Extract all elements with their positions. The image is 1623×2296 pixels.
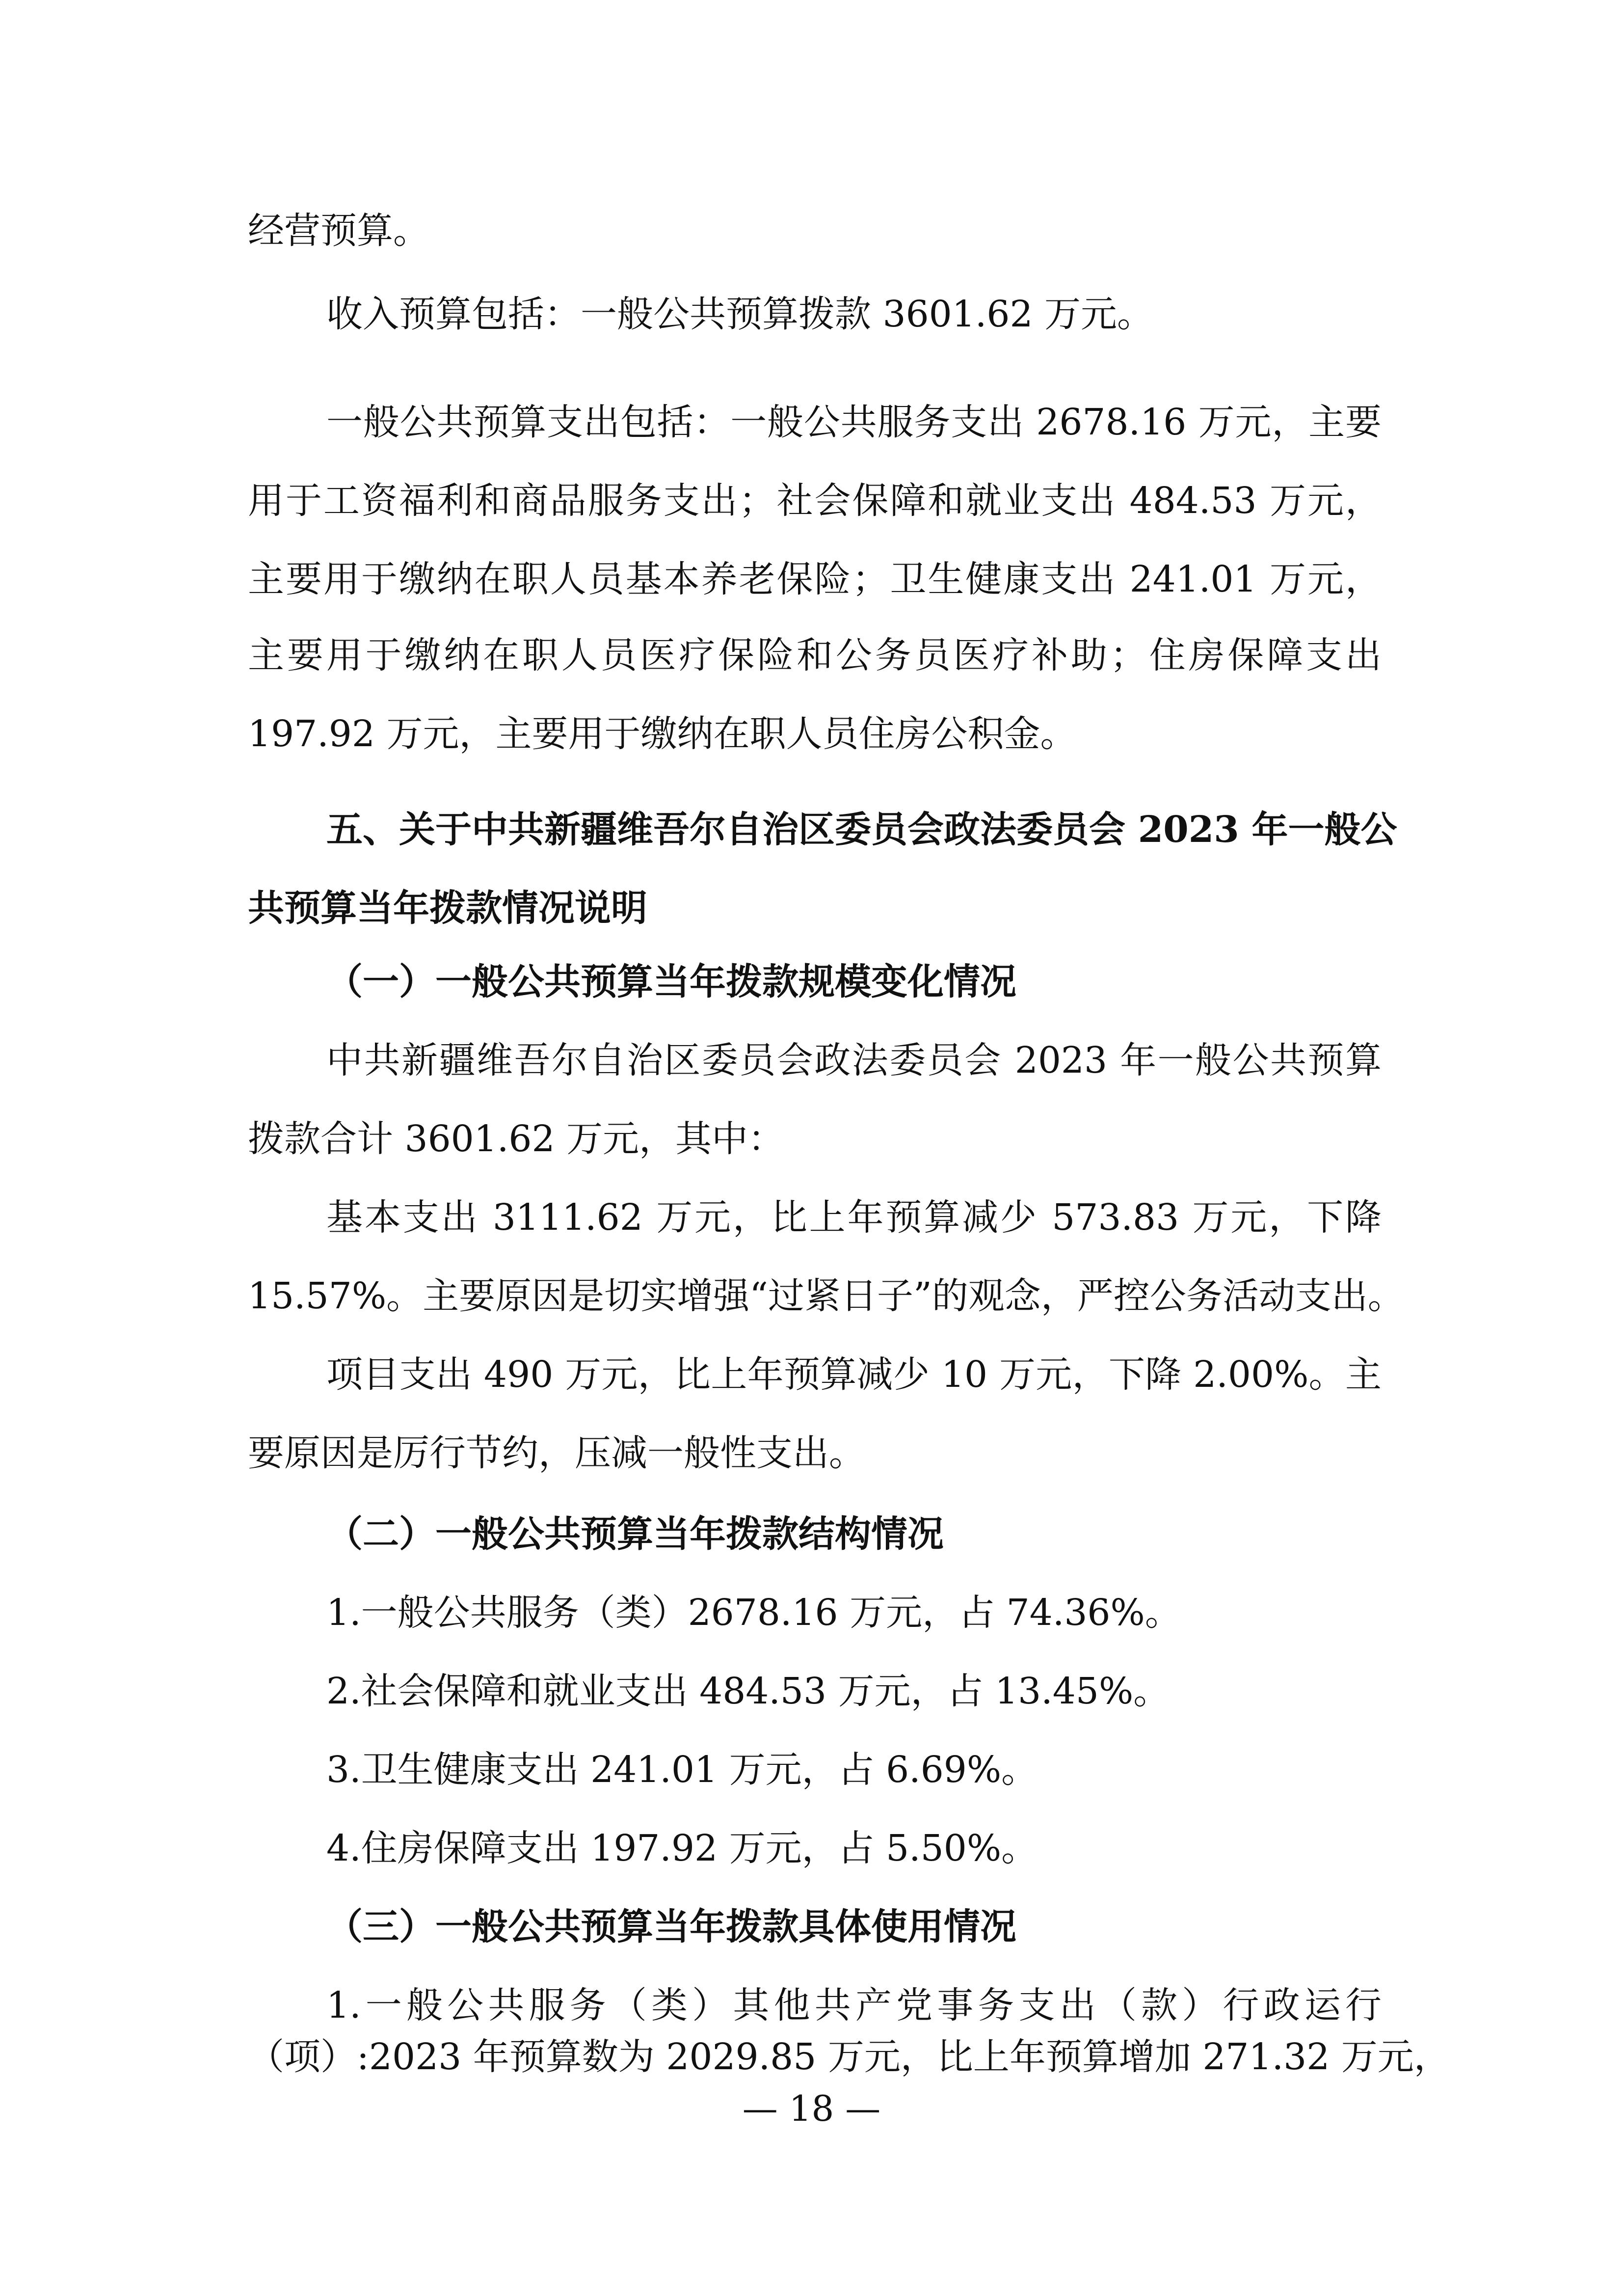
page-number: — 18 — <box>742 2088 881 2129</box>
text-line: 中共新疆维吾尔自治区委员会政法委员会 2023 年一般公共预算 <box>326 1039 1382 1081</box>
text-line: 基本支出 3111.62 万元，比上年预算减少 573.83 万元，下降 <box>326 1196 1382 1239</box>
text-line: 主要用于缴纳在职人员基本养老保险；卫生健康支出 241.01 万元， <box>248 558 1382 600</box>
list-item: 4.住房保障支出 197.92 万元，占 5.50%。 <box>326 1827 1038 1869</box>
text-line: 收入预算包括：一般公共预算拨款 3601.62 万元。 <box>326 293 1154 335</box>
section-heading: 共预算当年拨款情况说明 <box>248 887 647 929</box>
text-line: 197.92 万元，主要用于缴纳在职人员住房公积金。 <box>248 713 1077 755</box>
text-line: 一般公共预算支出包括：一般公共服务支出 2678.16 万元，主要 <box>326 401 1382 443</box>
text-line: 用于工资福利和商品服务支出；社会保障和就业支出 484.53 万元， <box>248 480 1382 522</box>
subsection-heading: （三）一般公共预算当年拨款具体使用情况 <box>326 1906 1016 1948</box>
text-line: 15.57%。主要原因是切实增强“过紧日子”的观念，严控公务活动支出。 <box>248 1275 1404 1317</box>
list-item: 2.社会保障和就业支出 484.53 万元，占 13.45%。 <box>326 1670 1170 1712</box>
text-line: 要原因是厉行节约，压减一般性支出。 <box>248 1432 865 1474</box>
list-item: 3.卫生健康支出 241.01 万元，占 6.69%。 <box>326 1749 1038 1791</box>
subsection-heading: （二）一般公共预算当年拨款结构情况 <box>326 1513 944 1555</box>
list-item: 1.一般公共服务（类）2678.16 万元，占 74.36%。 <box>326 1592 1181 1634</box>
text-line: （项）:2023 年预算数为 2029.85 万元，比上年预算增加 271.32 万元， <box>248 2036 1450 2078</box>
section-heading: 五、关于中共新疆维吾尔自治区委员会政法委员会 2023 年一般公 <box>326 809 1397 851</box>
text-line: 1.一般公共服务（类）其他共产党事务支出（款）行政运行 <box>326 1984 1382 2026</box>
text-line: 经营预算。 <box>248 210 429 252</box>
text-line: 主要用于缴纳在职人员医疗保险和公务员医疗补助；住房保障支出 <box>248 634 1382 676</box>
subsection-heading: （一）一般公共预算当年拨款规模变化情况 <box>326 961 1016 1003</box>
text-line: 拨款合计 3601.62 万元，其中： <box>248 1118 785 1160</box>
text-line: 项目支出 490 万元，比上年预算减少 10 万元，下降 2.00%。主 <box>326 1353 1382 1396</box>
